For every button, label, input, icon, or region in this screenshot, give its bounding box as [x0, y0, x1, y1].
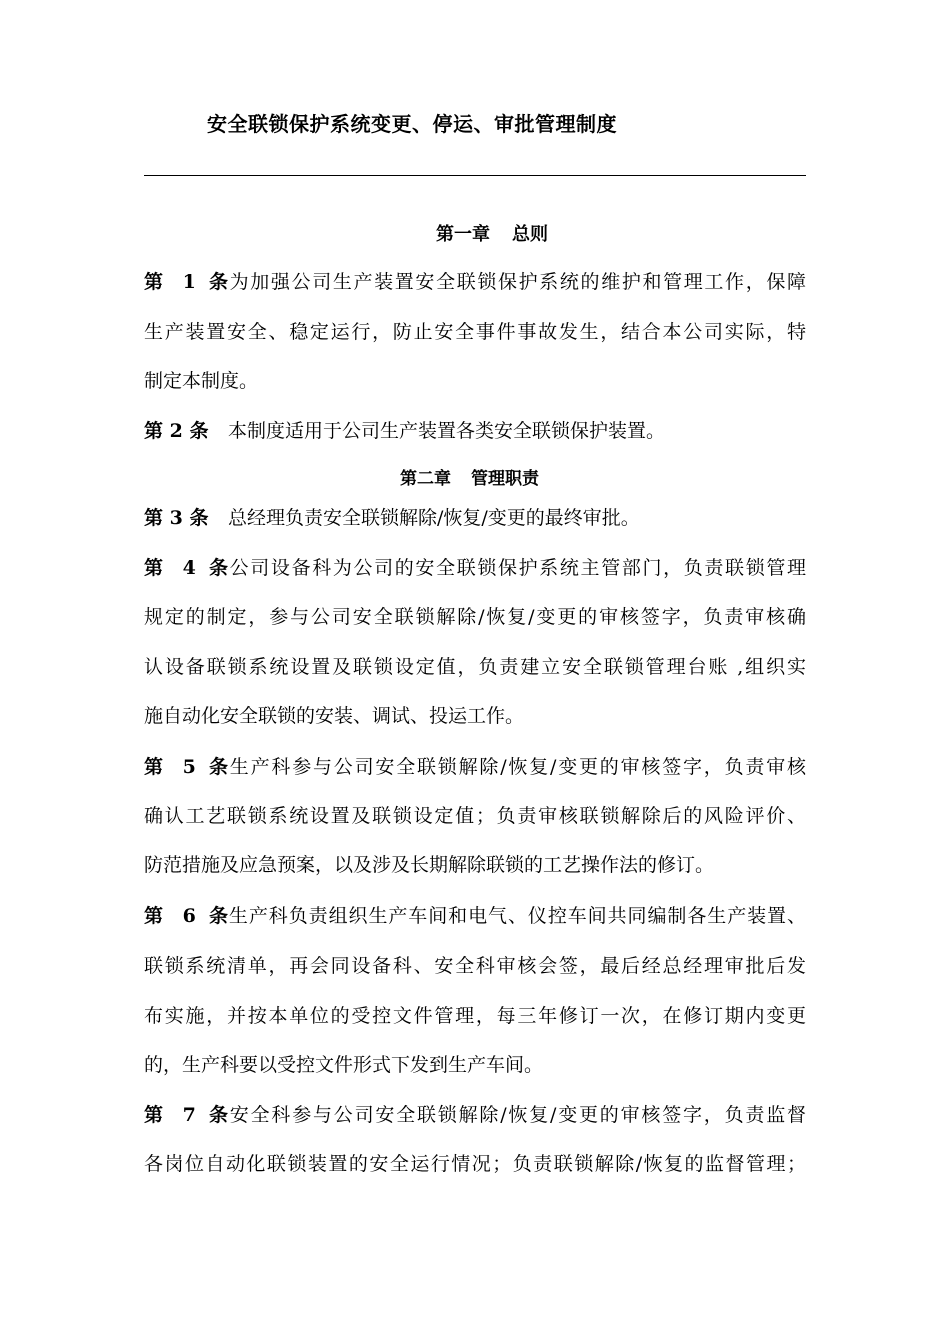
article-6-line-1	[144, 904, 806, 928]
article-2-line-1	[144, 419, 806, 443]
article-label: 第 5 条	[144, 756, 228, 778]
chapter-name: 管理职责	[471, 469, 539, 489]
title-divider	[144, 175, 806, 176]
article-text: 为加强公司生产装置安全联锁保护系统的维护和管理工作，保障	[228, 271, 806, 293]
article-7-line-2: 各岗位自动化联锁装置的安全运行情况；负责联锁解除/恢复的监督管理；	[144, 1153, 806, 1175]
chapter-number: 第二章	[400, 469, 451, 489]
article-text: 生产科负责组织生产车间和电气、仪控车间共同编制各生产装置、	[228, 905, 806, 927]
article-1-line-2: 生产装置安全、稳定运行，防止安全事件事故发生，结合本公司实际，特	[144, 321, 806, 343]
article-1-line-3: 制定本制度。	[144, 370, 259, 392]
article-text: 本制度适用于公司生产装置各类安全联锁保护装置。	[228, 420, 666, 442]
article-4-line-2: 规定的制定，参与公司安全联锁解除/恢复/变更的审核签字，负责审核确	[144, 606, 806, 628]
article-4-line-4: 施自动化安全联锁的安装、调试、投运工作。	[144, 705, 525, 727]
document-title: 安全联锁保护系统变更、停运、审批管理制度	[207, 112, 617, 136]
article-label: 第 4 条	[144, 557, 228, 579]
article-6-line-3: 布实施，并按本单位的受控文件管理，每三年修订一次，在修订期内变更	[144, 1005, 806, 1027]
chapter-heading-2	[400, 464, 539, 489]
article-label: 第 7 条	[144, 1104, 228, 1126]
article-label: 第 2 条	[144, 420, 209, 442]
article-5-line-2: 确认工艺联锁系统设置及联锁设定值；负责审核联锁解除后的风险评价、	[144, 805, 806, 827]
article-5-line-3: 防范措施及应急预案，以及涉及长期解除联锁的工艺操作法的修订。	[144, 854, 715, 876]
article-1-line-1	[144, 270, 806, 294]
article-label: 第 1 条	[144, 271, 228, 293]
article-text: 公司设备科为公司的安全联锁保护系统主管部门，负责联锁管理	[228, 557, 806, 579]
article-text: 安全科参与公司安全联锁解除/恢复/变更的审核签字，负责监督	[228, 1104, 806, 1126]
article-text: 生产科参与公司安全联锁解除/恢复/变更的审核签字，负责审核	[228, 756, 806, 778]
chapter-heading-1	[436, 220, 548, 246]
chapter-name: 总则	[512, 224, 548, 245]
chapter-number: 第一章	[436, 224, 490, 245]
article-7-line-1	[144, 1103, 806, 1127]
article-5-line-1	[144, 755, 806, 779]
article-label: 第 6 条	[144, 905, 228, 927]
article-4-line-3: 认设备联锁系统设置及联锁设定值，负责建立安全联锁管理台账 ,组织实	[144, 656, 806, 678]
article-4-line-1	[144, 556, 806, 580]
article-label: 第 3 条	[144, 507, 209, 529]
article-6-line-2: 联锁系统清单，再会同设备科、安全科审核会签，最后经总经理审批后发	[144, 955, 806, 977]
article-text: 总经理负责安全联锁解除/恢复/变更的最终审批。	[228, 507, 640, 529]
article-6-line-4: 的，生产科要以受控文件形式下发到生产车间。	[144, 1054, 544, 1076]
article-3-line-1	[144, 506, 806, 530]
